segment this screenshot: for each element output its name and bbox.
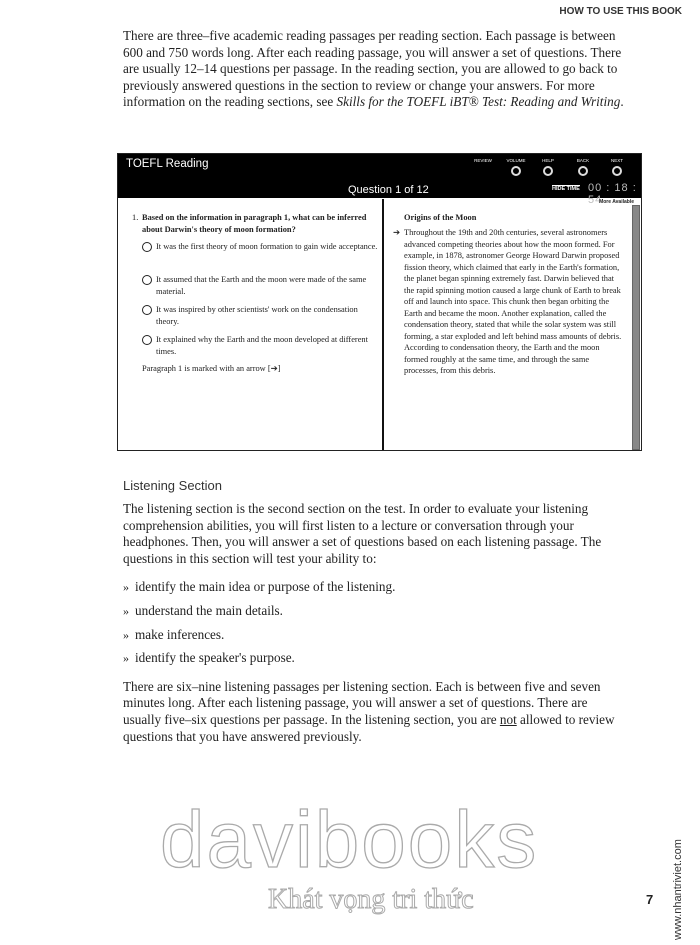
bullet-marker: »	[123, 627, 129, 642]
intro-end: .	[620, 94, 624, 110]
back-label: BACK	[576, 158, 590, 163]
review-button[interactable]	[468, 158, 498, 163]
option-text: It explained why the Earth and the moon developed at different times.	[156, 335, 368, 356]
intro-text: There are three–five academic reading passages per reading section. Each passage is between 600 and 750 words long. After each reading passage, you will answer a set of questions. There are usually 12–14 questions per passage. In the reading section, you are allowed to go back to previously answered questions in the section to review or change your answers. For more information on the reading sections, see	[123, 28, 622, 110]
bullet-marker: »	[123, 651, 129, 666]
answer-option[interactable]	[142, 274, 381, 297]
radio-icon[interactable]	[142, 335, 152, 345]
volume-icon	[511, 166, 521, 176]
option-text: It was the first theory of moon formation to gain wide acceptance.	[156, 242, 378, 251]
volume-button[interactable]	[501, 158, 531, 176]
toefl-title: TOEFL Reading	[126, 158, 209, 170]
question-panel	[118, 199, 382, 450]
bullet-text: understand the main details.	[135, 602, 283, 618]
help-label: HELP	[542, 158, 554, 163]
list-item	[123, 650, 628, 667]
question-body: Based on the information in paragraph 1, what can be inferred about Darwin's theory of moon formation?	[142, 213, 367, 234]
bullet-text: identify the speaker's purpose.	[135, 650, 295, 666]
question-counter: Question 1 of 12	[348, 184, 429, 196]
more-available-label: More Available	[599, 199, 634, 205]
running-head: HOW TO USE THIS BOOK	[559, 6, 682, 17]
listening-paragraph-2	[123, 679, 628, 745]
passage-panel	[382, 199, 642, 450]
passage-title: Origins of the Moon	[404, 213, 477, 222]
side-url: www.nhantriviet.com	[672, 839, 684, 940]
paragraph-note: Paragraph 1 is marked with an arrow [➔]	[142, 364, 281, 373]
watermark-brand: davibooks	[160, 795, 539, 884]
next-label: NEXT	[610, 158, 623, 163]
listening-section	[123, 478, 628, 745]
para-text: allowed to review questions that you have answered previously.	[123, 711, 615, 744]
option-text: It assumed that the Earth and the moon were made of the same material.	[156, 275, 367, 296]
review-label: REVIEW	[474, 158, 492, 163]
question-number: 1.	[132, 213, 139, 222]
option-text: It was inspired by other scientists' work on the condensation theory.	[156, 305, 358, 326]
radio-icon[interactable]	[142, 242, 152, 252]
listening-heading: Listening Section	[123, 478, 223, 493]
emphasis-not: not	[499, 711, 517, 727]
answer-option[interactable]	[142, 241, 381, 253]
passage-scrollbar[interactable]	[632, 205, 640, 450]
back-icon	[578, 166, 588, 176]
answer-option[interactable]	[142, 334, 381, 357]
answer-option[interactable]	[142, 304, 381, 327]
page-number: 7	[646, 892, 654, 907]
listening-paragraph: The listening section is the second section on the test. In order to evaluate your listening comprehension abilities, you will first listen to a lecture or conversation through your headphones. Then, you will answer a set of questions based on each listening passage. The questions in this section will test your ability to:	[123, 501, 602, 566]
bullet-marker: »	[123, 580, 129, 595]
watermark-slogan: Khát vọng tri thức	[268, 884, 474, 915]
next-icon	[612, 166, 622, 176]
list-item	[123, 579, 628, 596]
timer: 00 : 18 : 54	[588, 182, 637, 206]
passage-text: Throughout the 19th and 20th centuries, several astronomers advanced competing theories about how the moon formed. For example, in 1878, astronomer George Howard Darwin proposed fission theory, which claimed that early in the Earth's formation, the planet began spinning extremely fast. Darwin believed that the rapid spinning motion caused a large chunk of Earth to break off and launch into space. This chunk then began orbiting the Earth and became the moon. Another explanation, called the condensation theory, stated that while the solar system was still forming, a star exploded and left behind mass amounts of debris. According to condensation theory, the Earth and the moon formed roughly at the same time, and through the same processes, from this debris.	[404, 228, 622, 375]
back-button[interactable]	[568, 158, 598, 176]
bullet-text: identify the main idea or purpose of the listening.	[135, 579, 396, 595]
volume-label: VOLUME	[506, 158, 526, 163]
list-item	[123, 627, 628, 644]
hide-time-button[interactable]: HIDE TIME	[552, 186, 580, 192]
radio-icon[interactable]	[142, 275, 152, 285]
help-button[interactable]	[533, 158, 563, 176]
intro-paragraph	[123, 28, 628, 111]
radio-icon[interactable]	[142, 305, 152, 315]
book-title: Skills for the TOEFL iBT® Test: Reading and Writing	[336, 94, 621, 110]
para-text: There are six–nine listening passages per listening section. Each is between five and seven minutes long. After each listening passage, you will answer a set of questions. There are usually five–six questions per passage. In the listening section, you are	[123, 678, 601, 727]
bullet-text: make inferences.	[135, 626, 225, 642]
paragraph-arrow-icon: ➔	[393, 228, 401, 237]
bullet-marker: »	[123, 603, 129, 618]
help-icon	[543, 166, 553, 176]
next-button[interactable]	[602, 158, 632, 176]
toefl-screen	[117, 153, 642, 451]
list-item	[123, 603, 628, 620]
question-text	[132, 212, 372, 235]
